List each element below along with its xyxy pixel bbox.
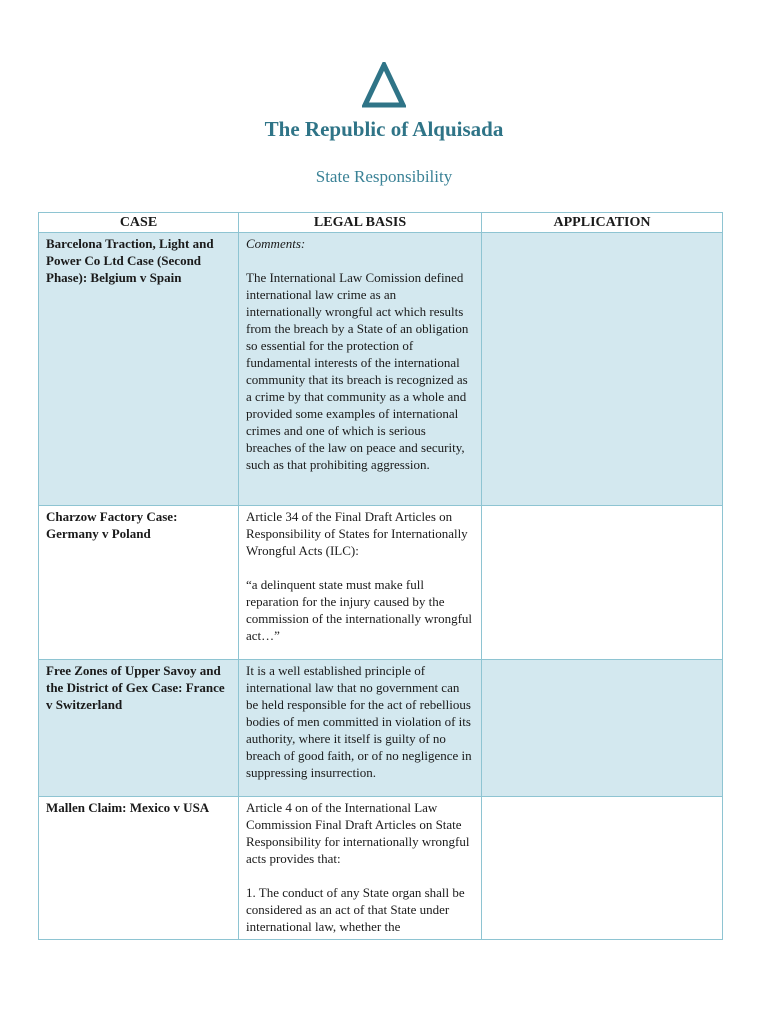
legal-basis-text: It is a well established principle of international law that no government can be held responsible for the act of rebellious bodies of men committed in violation of its authority, where it itself is guilty of no breach of good faith, or of no negligence in suppressing insurrection. (246, 663, 472, 780)
legal-basis-text: Article 4 on of the International Law Commission Final Draft Articles on State Responsibility for internationally wrongful acts provides that: (246, 800, 470, 866)
table-row (39, 660, 723, 797)
legal-basis-text-2: 1. The conduct of any State organ shall be considered as an act of that State under international law, whether the (246, 885, 465, 934)
application-cell (482, 233, 723, 506)
legal-basis-cell (239, 660, 482, 797)
column-header-application: APPLICATION (482, 213, 723, 233)
column-header-legal-basis: LEGAL BASIS (239, 213, 482, 233)
document-title: The Republic of Alquisada (264, 117, 504, 141)
table-row (39, 797, 723, 940)
case-cell: Free Zones of Upper Savoy and the District of Gex Case: France v Switzerland (39, 660, 239, 797)
legal-basis-text: The International Law Comission defined international law crime as an internationally wrongful act which results from the breach by a State of an obligation so essential for the protection of fundamental interests of the international community that its breach is recognized as a crime by that community as a whole and provided some examples of international crimes and one of which is serious breaches of the law on peace and security, such as that prohibiting aggression. (246, 270, 469, 472)
delta-triangle-logo-icon (362, 62, 406, 108)
legal-basis-cell (239, 797, 482, 940)
legal-basis-cell (239, 233, 482, 506)
application-cell (482, 797, 723, 940)
document-subtitle: State Responsibility (315, 167, 453, 186)
case-cell: Charzow Factory Case: Germany v Poland (39, 506, 239, 660)
table-header-row (39, 213, 723, 233)
comments-label: Comments: (246, 236, 306, 251)
legal-basis-text: Article 34 of the Final Draft Articles on Responsibility of States for Internationally Wrongful Acts (ILC): (246, 509, 468, 558)
case-cell: Mallen Claim: Mexico v USA (39, 797, 239, 940)
application-cell (482, 506, 723, 660)
column-header-case: CASE (39, 213, 239, 233)
case-cell: Barcelona Traction, Light and Power Co Ltd Case (Second Phase): Belgium v Spain (39, 233, 239, 506)
cases-table (38, 212, 723, 940)
legal-basis-quote: “a delinquent state must make full reparation for the injury caused by the commission of the internationally wrongful act…” (246, 577, 473, 643)
application-cell (482, 660, 723, 797)
table-row (39, 233, 723, 506)
table-row (39, 506, 723, 660)
legal-basis-cell (239, 506, 482, 660)
